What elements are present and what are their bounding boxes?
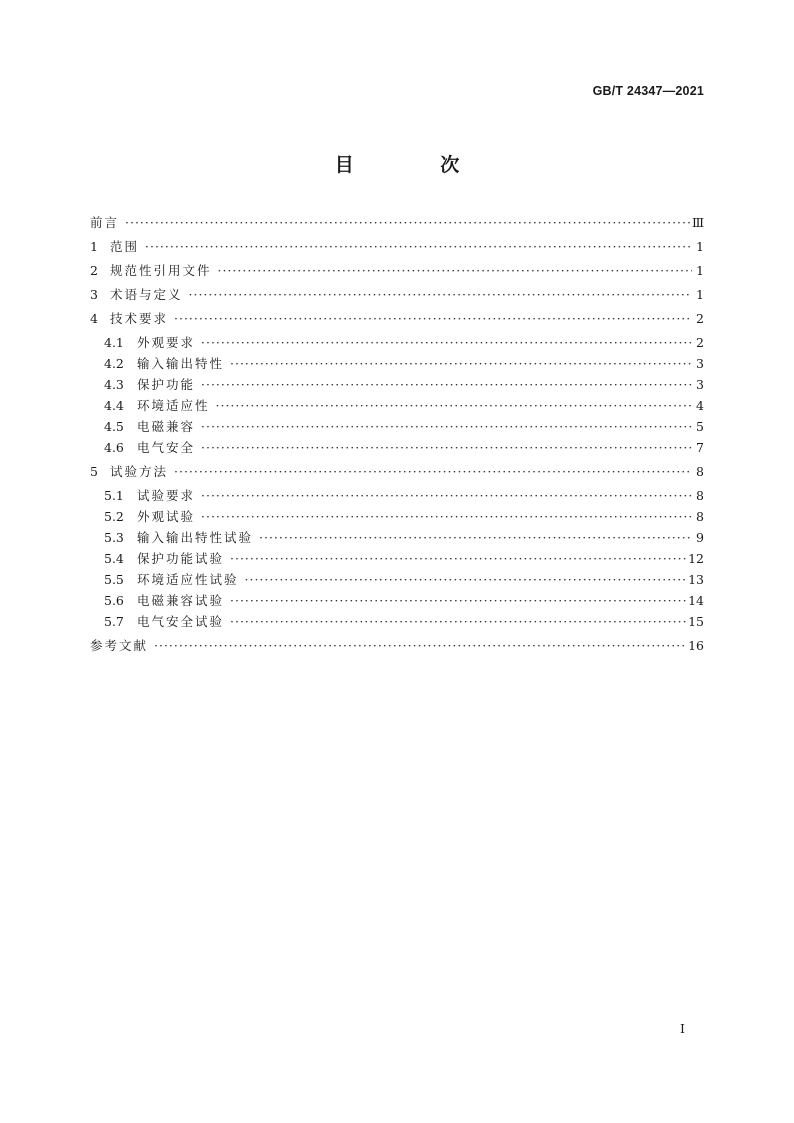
toc-entry-label: 电磁兼容试验 bbox=[137, 593, 225, 608]
toc-entry-label: 环境适应性试验 bbox=[137, 572, 239, 587]
dot-leader bbox=[201, 441, 692, 455]
dot-leader bbox=[259, 531, 692, 545]
toc-entry-number: 4 bbox=[90, 311, 98, 326]
page-number: I bbox=[680, 1021, 685, 1036]
toc-entry-label: 试验方法 bbox=[110, 464, 169, 479]
toc-entry-label: 输入输出特性试验 bbox=[137, 530, 254, 545]
toc-entry-page: 8 bbox=[696, 488, 704, 503]
toc-entry-page: 2 bbox=[696, 335, 704, 350]
toc-entry-number: 4.5 bbox=[104, 419, 124, 434]
dot-leader bbox=[189, 288, 692, 302]
dot-leader bbox=[201, 336, 692, 350]
toc-entry-label: 电气安全 bbox=[137, 440, 196, 455]
toc-entry-page: 1 bbox=[696, 263, 704, 278]
standard-code: GB/T 24347—2021 bbox=[592, 84, 704, 98]
toc-entry-label: 外观试验 bbox=[137, 509, 196, 524]
toc-entry-number: 4.4 bbox=[104, 398, 124, 413]
toc-entry-label: 规范性引用文件 bbox=[110, 263, 212, 278]
toc-entry-number: 3 bbox=[90, 287, 98, 302]
toc-entry-label: 前言 bbox=[90, 215, 120, 230]
toc-entry[interactable] bbox=[90, 216, 704, 230]
dot-leader bbox=[230, 552, 686, 566]
dot-leader bbox=[216, 399, 692, 413]
toc-entry[interactable] bbox=[90, 240, 704, 254]
toc-entry-page: 7 bbox=[696, 440, 704, 455]
dot-leader bbox=[154, 639, 686, 653]
toc-entry-label: 电磁兼容 bbox=[137, 419, 196, 434]
toc-entry-label: 环境适应性 bbox=[137, 398, 210, 413]
toc-entry-page: 3 bbox=[696, 377, 704, 392]
toc-entry-number: 5.7 bbox=[104, 614, 124, 629]
toc-entry-label: 范围 bbox=[110, 239, 140, 254]
toc-entry-page: 4 bbox=[696, 398, 704, 413]
toc-entry[interactable] bbox=[90, 639, 704, 653]
toc-entry-label: 保护功能试验 bbox=[137, 551, 225, 566]
toc-entry-number: 4.6 bbox=[104, 440, 124, 455]
toc-entry-number: 1 bbox=[90, 239, 98, 254]
toc-entry-page: 9 bbox=[696, 530, 704, 545]
toc-entry[interactable] bbox=[90, 420, 704, 434]
toc-entry-page: 2 bbox=[696, 311, 704, 326]
dot-leader bbox=[201, 510, 692, 524]
dot-leader bbox=[218, 264, 692, 278]
toc-entry-page: 1 bbox=[696, 239, 704, 254]
dot-leader bbox=[174, 312, 692, 326]
toc-entry-number: 4.2 bbox=[104, 356, 124, 371]
toc-entry-page: 5 bbox=[696, 419, 704, 434]
toc-entry-page: 15 bbox=[688, 614, 704, 629]
toc-entry[interactable] bbox=[90, 552, 704, 566]
toc-entry[interactable] bbox=[90, 510, 704, 524]
toc-entry[interactable] bbox=[90, 594, 704, 608]
dot-leader bbox=[174, 465, 692, 479]
dot-leader bbox=[201, 420, 692, 434]
dot-leader bbox=[245, 573, 687, 587]
toc-entry-page: 14 bbox=[688, 593, 704, 608]
dot-leader bbox=[230, 594, 686, 608]
toc-entry-number: 5.3 bbox=[104, 530, 124, 545]
toc-entry[interactable] bbox=[90, 378, 704, 392]
toc-entry-label: 外观要求 bbox=[137, 335, 196, 350]
toc-entry[interactable] bbox=[90, 465, 704, 479]
toc-entry[interactable] bbox=[90, 312, 704, 326]
toc-entry-label: 保护功能 bbox=[137, 377, 196, 392]
toc-entry-label: 参考文献 bbox=[90, 638, 149, 653]
toc-entry[interactable] bbox=[90, 531, 704, 545]
toc-entry-page: 8 bbox=[696, 509, 704, 524]
toc-entry-page: 8 bbox=[696, 464, 704, 479]
dot-leader bbox=[230, 615, 686, 629]
toc-entry[interactable] bbox=[90, 441, 704, 455]
toc-entry[interactable] bbox=[90, 573, 704, 587]
toc-entry-number: 4.1 bbox=[104, 335, 124, 350]
toc-entry-number: 5.6 bbox=[104, 593, 124, 608]
toc-entry-page: 12 bbox=[688, 551, 704, 566]
table-of-contents bbox=[90, 216, 704, 653]
dot-leader bbox=[125, 216, 690, 230]
toc-entry-number: 5.4 bbox=[104, 551, 124, 566]
toc-entry-page: 1 bbox=[696, 287, 704, 302]
toc-entry-label: 术语与定义 bbox=[110, 287, 183, 302]
toc-entry-number: 2 bbox=[90, 263, 98, 278]
toc-entry-page: 3 bbox=[696, 356, 704, 371]
toc-title: 目 次 bbox=[334, 154, 500, 176]
toc-entry-label: 电气安全试验 bbox=[137, 614, 225, 629]
toc-entry[interactable] bbox=[90, 357, 704, 371]
toc-entry-number: 5.1 bbox=[104, 488, 124, 503]
dot-leader bbox=[201, 378, 692, 392]
toc-entry-page: Ⅲ bbox=[691, 215, 704, 230]
toc-entry-number: 5.5 bbox=[104, 572, 124, 587]
toc-entry-label: 技术要求 bbox=[110, 311, 169, 326]
toc-entry[interactable] bbox=[90, 615, 704, 629]
toc-entry-number: 4.3 bbox=[104, 377, 124, 392]
dot-leader bbox=[145, 240, 692, 254]
toc-entry-page: 13 bbox=[688, 572, 704, 587]
toc-entry[interactable] bbox=[90, 489, 704, 503]
toc-entry-number: 5 bbox=[90, 464, 98, 479]
toc-entry-page: 16 bbox=[688, 638, 704, 653]
dot-leader bbox=[230, 357, 692, 371]
toc-entry[interactable] bbox=[90, 399, 704, 413]
toc-entry-label: 输入输出特性 bbox=[137, 356, 225, 371]
dot-leader bbox=[201, 489, 692, 503]
toc-entry-label: 试验要求 bbox=[137, 488, 196, 503]
toc-entry[interactable] bbox=[90, 264, 704, 278]
toc-entry-number: 5.2 bbox=[104, 509, 124, 524]
toc-entry[interactable] bbox=[90, 288, 704, 302]
toc-entry[interactable] bbox=[90, 336, 704, 350]
